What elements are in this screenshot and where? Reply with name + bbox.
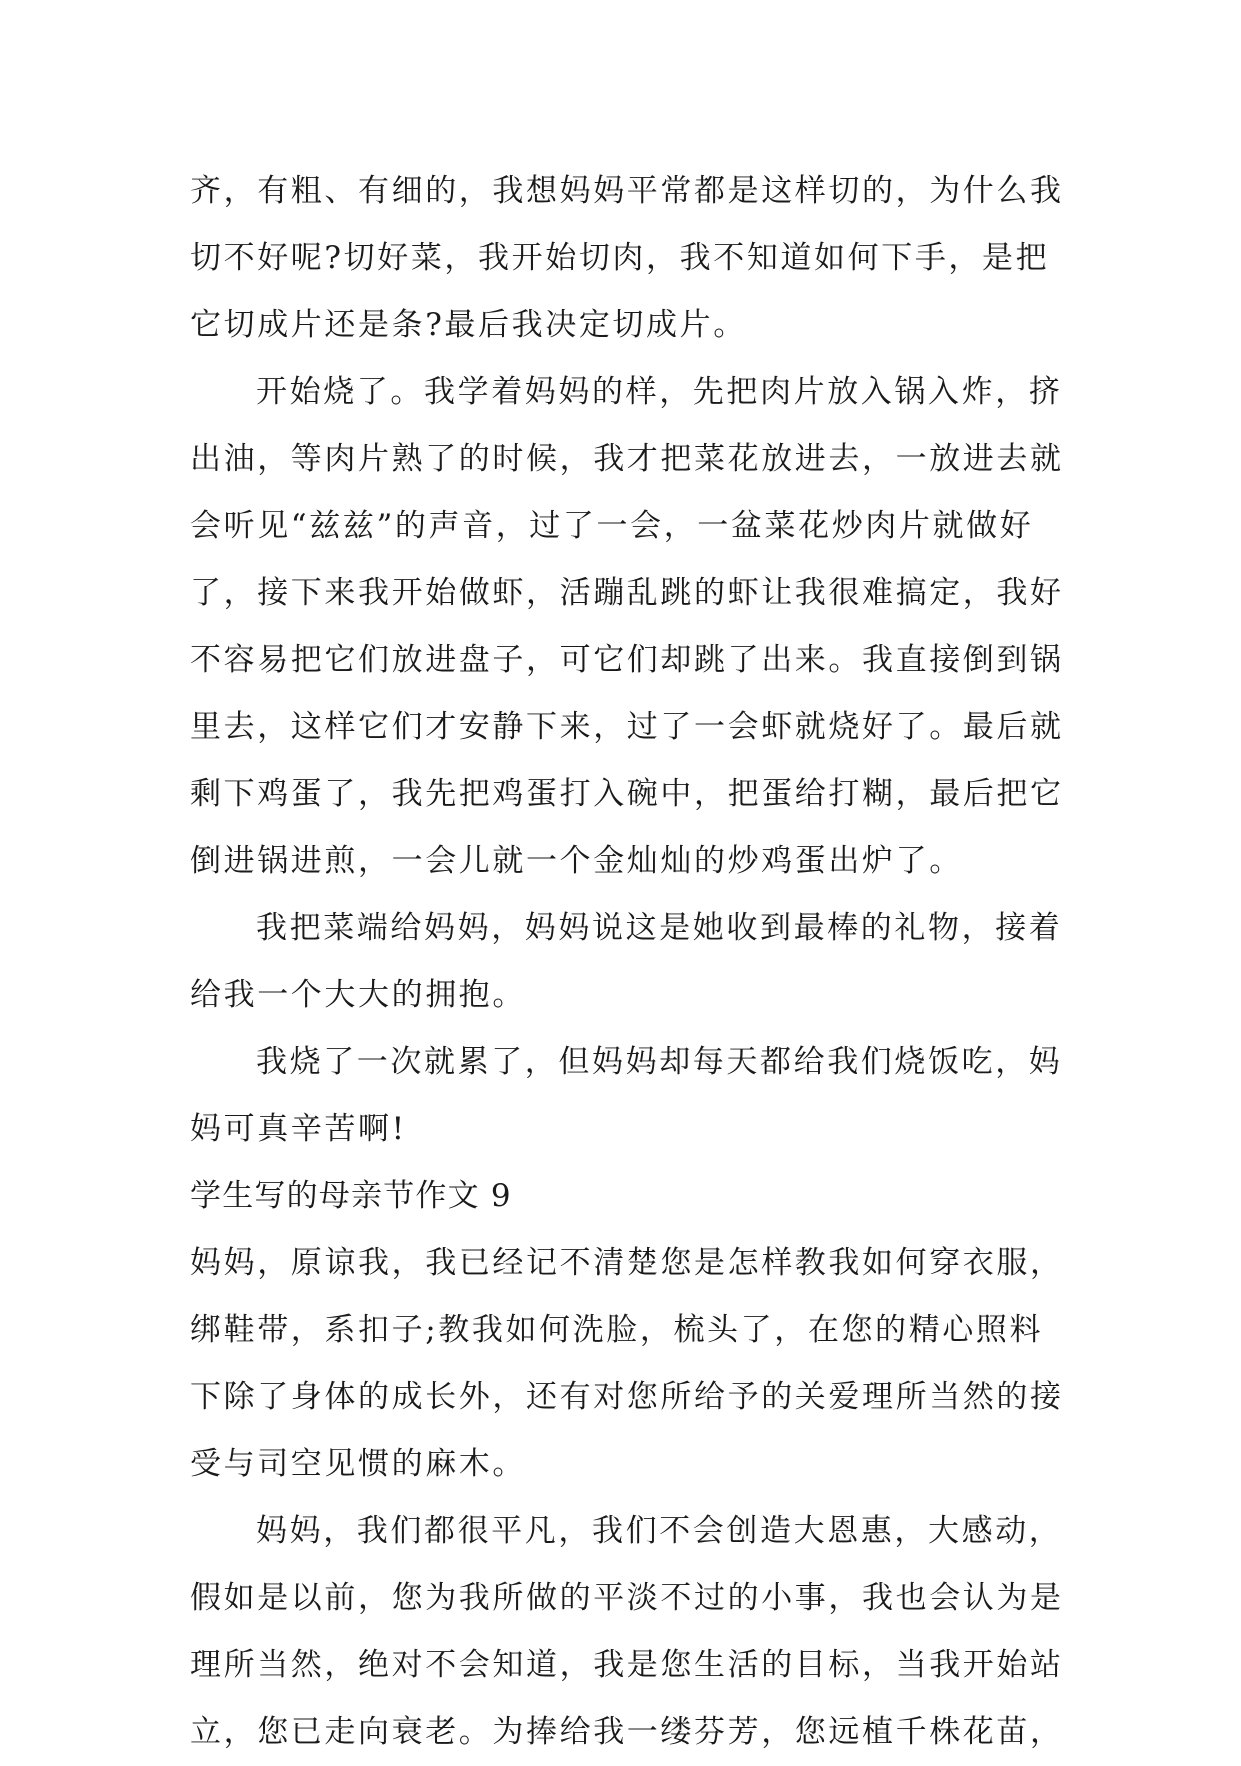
text-line: 假如是以前，您为我所做的平淡不过的小事，我也会认为是 — [190, 1580, 1064, 1616]
text-line: 切不好呢?切好菜，我开始切肉，我不知道如何下手，是把 — [190, 240, 1050, 276]
text-line: 我把菜端给妈妈，妈妈说这是她收到最棒的礼物，接着 — [256, 910, 1063, 946]
text-line: 受与司空见惯的麻木。 — [190, 1446, 526, 1482]
text-line: 里去，这样它们才安静下来，过了一会虾就烧好了。最后就 — [190, 709, 1064, 745]
text-line: 下除了身体的成长外，还有对您所给予的关爱理所当然的接 — [190, 1379, 1064, 1415]
text-line: 妈可真辛苦啊! — [190, 1111, 407, 1147]
text-line: 剩下鸡蛋了，我先把鸡蛋打入碗中，把蛋给打糊，最后把它 — [190, 776, 1064, 812]
text-line: 出油，等肉片熟了的时候，我才把菜花放进去，一放进去就 — [190, 441, 1064, 477]
document-body — [190, 158, 1070, 1766]
text-line: 倒进锅进煎，一会儿就一个金灿灿的炒鸡蛋出炉了。 — [190, 843, 963, 879]
section-heading: 学生写的母亲节作文 9 — [190, 1178, 512, 1214]
text-line: 会听见“兹兹”的声音，过了一会，一盆菜花炒肉片就做好 — [190, 508, 1034, 544]
text-line: 理所当然，绝对不会知道，我是您生活的目标，当我开始站 — [190, 1647, 1064, 1683]
text-line: 妈妈，原谅我，我已经记不清楚您是怎样教我如何穿衣服， — [190, 1245, 1064, 1281]
text-line: 给我一个大大的拥抱。 — [190, 977, 526, 1013]
text-line: 妈妈，我们都很平凡，我们不会创造大恩惠，大感动， — [256, 1513, 1063, 1549]
text-line: 我烧了一次就累了，但妈妈却每天都给我们烧饭吃，妈 — [256, 1044, 1063, 1080]
text-line: 立，您已走向衰老。为捧给我一缕芬芳，您远植千株花苗， — [190, 1714, 1064, 1750]
text-line: 它切成片还是条?最后我决定切成片。 — [190, 307, 747, 343]
text-line: 绑鞋带，系扣子;教我如何洗脸，梳头了，在您的精心照料 — [190, 1312, 1044, 1348]
text-line: 开始烧了。我学着妈妈的样，先把肉片放入锅入炸，挤 — [256, 374, 1063, 410]
text-line: 不容易把它们放进盘子，可它们却跳了出来。我直接倒到锅 — [190, 642, 1064, 678]
text-line: 齐，有粗、有细的，我想妈妈平常都是这样切的，为什么我 — [190, 173, 1064, 209]
text-line: 了，接下来我开始做虾，活蹦乱跳的虾让我很难搞定，我好 — [190, 575, 1064, 611]
